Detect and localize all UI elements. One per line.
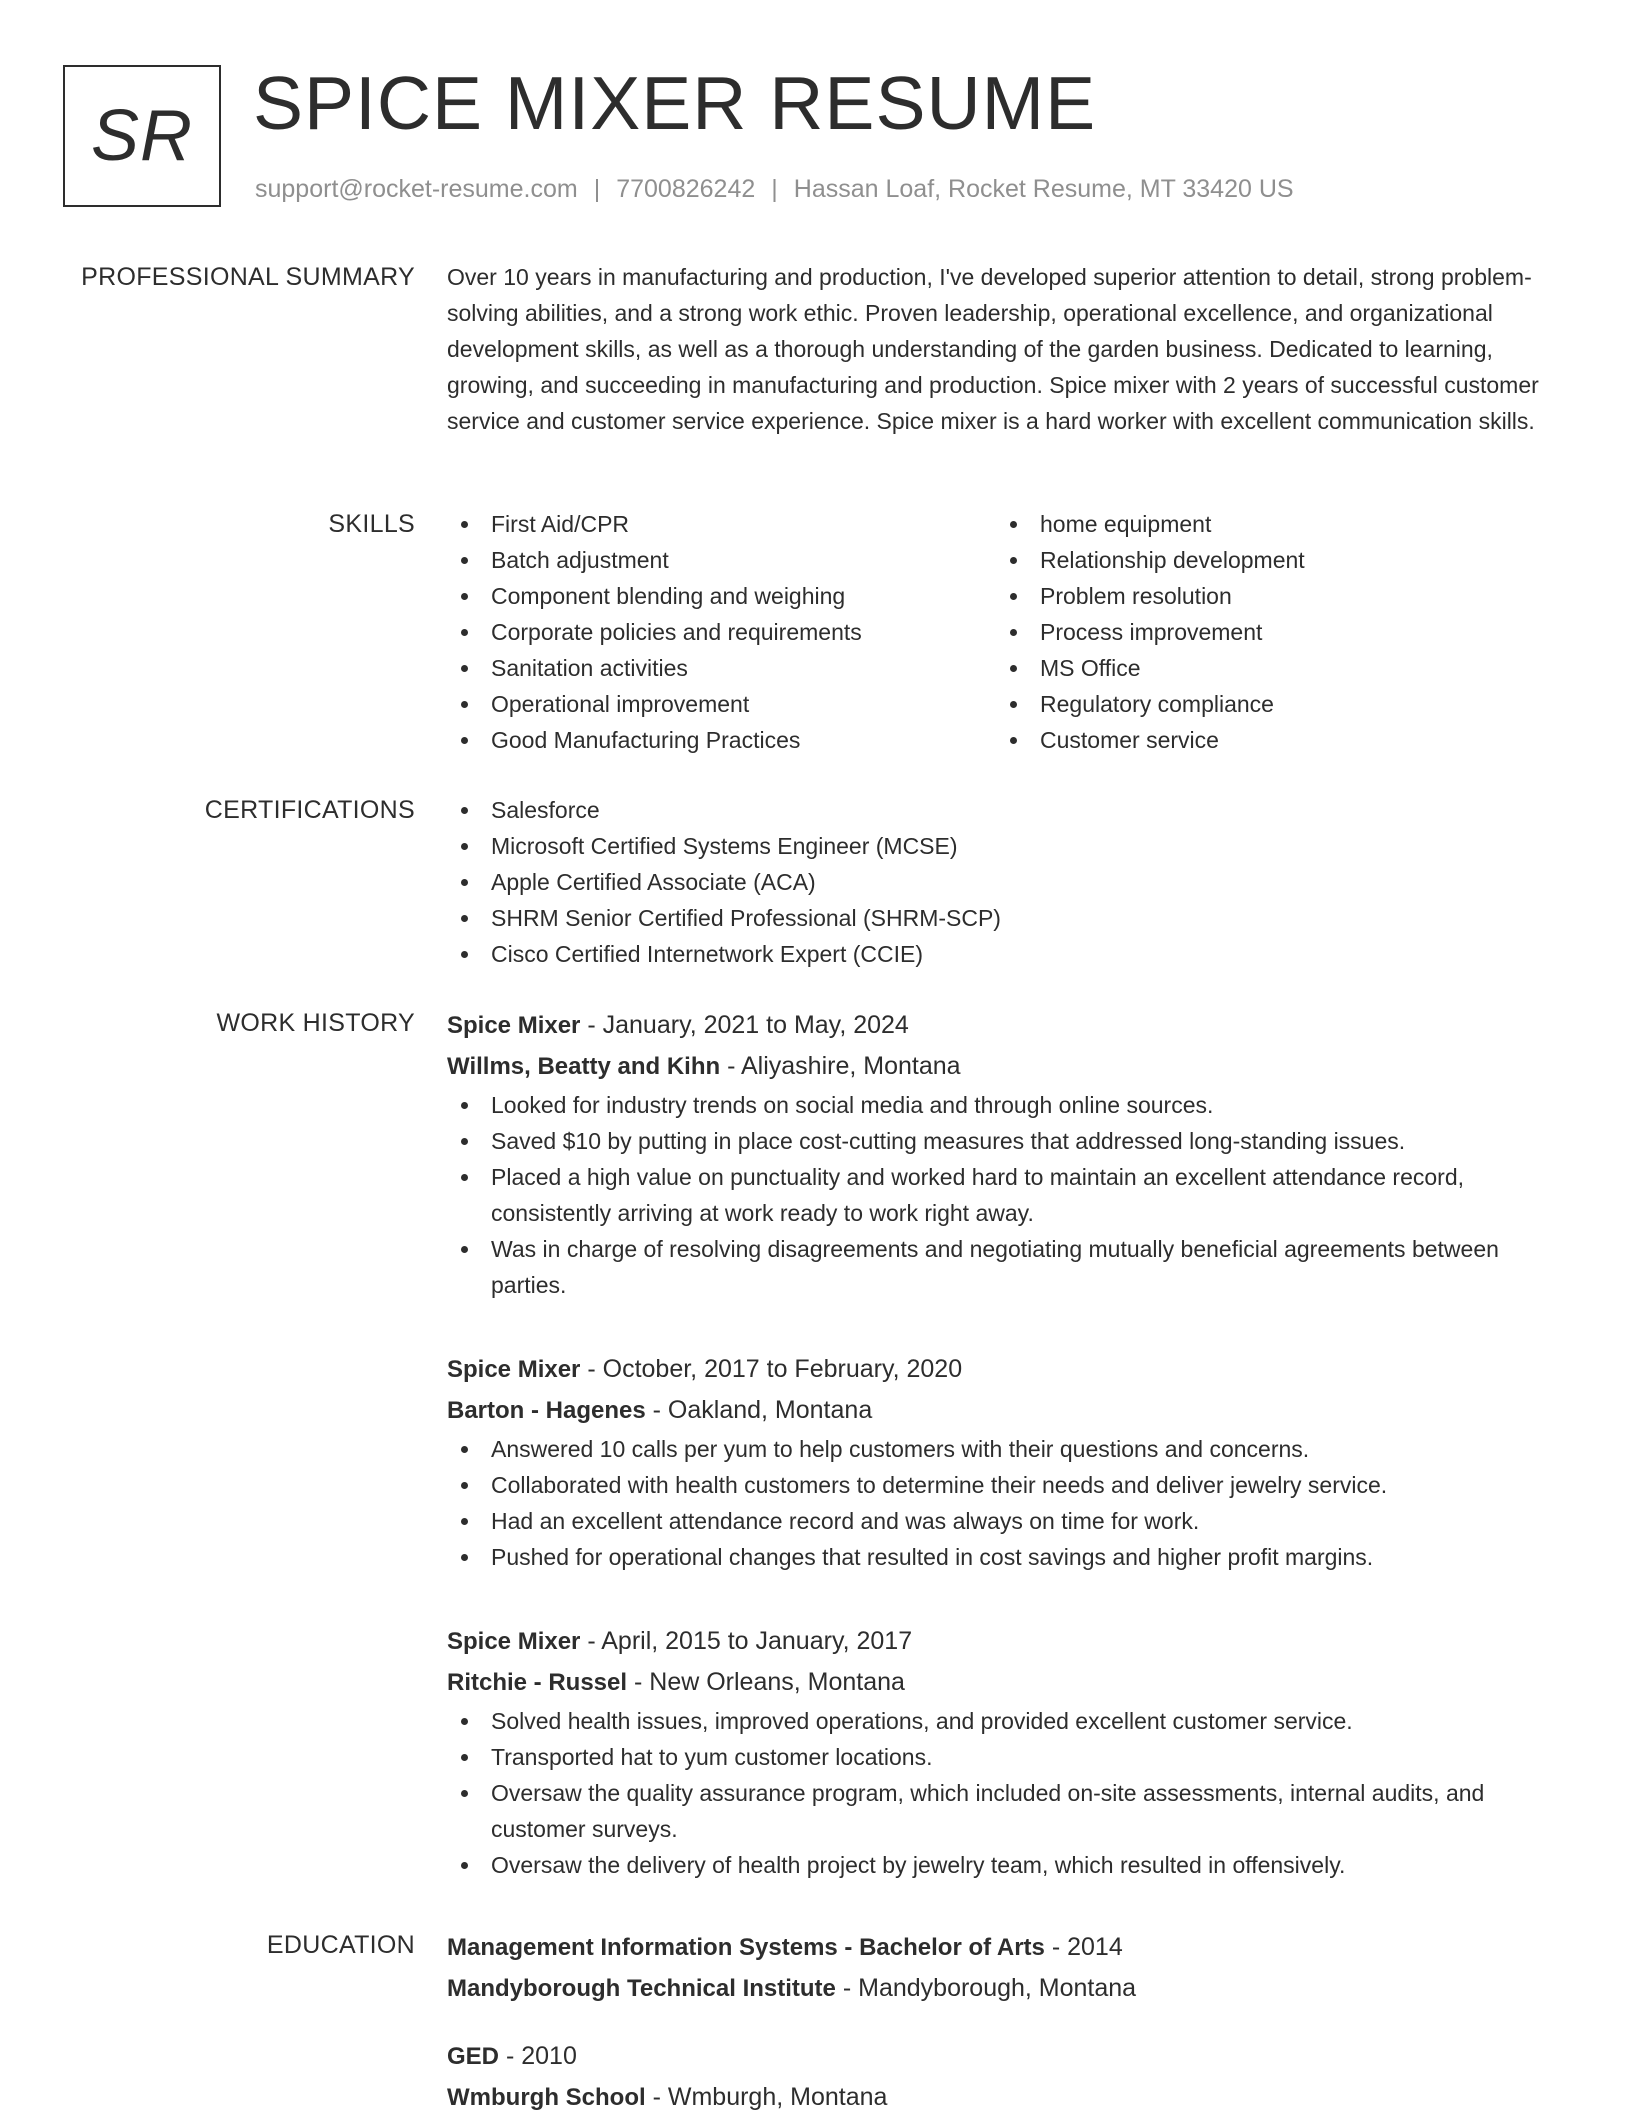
- certification-item: Salesforce: [447, 792, 1567, 828]
- monogram-box: [63, 65, 221, 207]
- job-company-line: [447, 1662, 1567, 1703]
- skill-item: Relationship development: [996, 542, 1556, 578]
- job-bullet: Looked for industry trends on social media and through online sources.: [447, 1087, 1567, 1123]
- education-degree-line: [447, 2036, 1567, 2077]
- job-bullet: Solved health issues, improved operations, and provided excellent customer service.: [447, 1703, 1567, 1739]
- education-school-line: [447, 1968, 1567, 2009]
- job-bullets: [447, 1431, 1567, 1575]
- job-bullet: Collaborated with health customers to determine their needs and deliver jewelry service.: [447, 1467, 1567, 1503]
- section-title-summary: PROFESSIONAL SUMMARY: [81, 263, 415, 291]
- skill-item: Good Manufacturing Practices: [447, 722, 996, 758]
- skill-item: Process improvement: [996, 614, 1556, 650]
- job-role: Spice Mixer: [447, 1012, 581, 1039]
- job-bullet: Was in charge of resolving disagreements and negotiating mutually beneficial agreements between parties.: [447, 1231, 1567, 1303]
- education-school: Wmburgh School: [447, 2084, 646, 2111]
- job-company: Ritchie - Russel: [447, 1669, 628, 1696]
- contact-line: [255, 174, 1294, 204]
- contact-phone[interactable]: 7700826242: [616, 175, 756, 203]
- job-bullet: Oversaw the delivery of health project by jewelry team, which resulted in offensively.: [447, 1847, 1567, 1883]
- job-content: [447, 1349, 1567, 1575]
- job-company: Barton - Hagenes: [447, 1397, 646, 1424]
- skill-item: MS Office: [996, 650, 1556, 686]
- education-location: - Mandyborough, Montana: [835, 1974, 1137, 2002]
- job-bullet: Saved $10 by putting in place cost-cutting measures that addressed long-standing issues.: [447, 1123, 1567, 1159]
- skill-item: home equipment: [996, 506, 1556, 542]
- job-bullet: Placed a high value on punctuality and worked hard to maintain an excellent attendance record, consistently arriving at work ready to work right away.: [447, 1159, 1567, 1231]
- skill-item: Batch adjustment: [447, 542, 996, 578]
- job-company: Willms, Beatty and Kihn: [447, 1053, 721, 1080]
- education-year: - 2014: [1044, 1933, 1123, 1961]
- job-title-line: [447, 1621, 1567, 1662]
- job-location: - New Orleans, Montana: [627, 1668, 905, 1696]
- job-dates: - April, 2015 to January, 2017: [580, 1627, 913, 1655]
- job-bullets: [447, 1087, 1567, 1303]
- resume-title: SPICE MIXER RESUME: [253, 61, 1097, 145]
- job-bullet: Oversaw the quality assurance program, which included on-site assessments, internal audits, and customer surveys.: [447, 1775, 1567, 1847]
- certification-item: Cisco Certified Internetwork Expert (CCIE): [447, 936, 1567, 972]
- education-content: [447, 1927, 1567, 2009]
- skill-item: Customer service: [996, 722, 1556, 758]
- skills-grid: [447, 506, 1567, 758]
- education-school: Mandyborough Technical Institute: [447, 1975, 836, 2002]
- contact-email[interactable]: support@rocket-resume.com: [255, 175, 578, 203]
- monogram-initials: SR: [90, 96, 194, 176]
- education-degree: GED: [447, 2043, 500, 2070]
- skill-item: Regulatory compliance: [996, 686, 1556, 722]
- education-content: [447, 2036, 1567, 2112]
- education-year: - 2010: [499, 2042, 577, 2070]
- summary-text: Over 10 years in manufacturing and production, I've developed superior attention to detail, strong problem-solving abilities, and a strong work ethic. Proven leadership, operational excellence, and organizational development skills, as well as a thorough understanding of the garden business. Dedicated to learning, growing, and succeeding in manufacturing and production. Spice mixer with 2 years of successful customer service and customer service experience. Spice mixer is a hard worker with excellent communication skills.: [447, 264, 1539, 434]
- contact-separator: |: [771, 175, 778, 203]
- certifications-list: [447, 792, 1567, 972]
- skills-list-right: [996, 506, 1556, 758]
- certification-item: Apple Certified Associate (ACA): [447, 864, 1567, 900]
- education-degree-line: [447, 1927, 1567, 1968]
- section-title-certifications: CERTIFICATIONS: [204, 796, 415, 824]
- job-company-line: [447, 1046, 1567, 1087]
- skill-item: Sanitation activities: [447, 650, 996, 686]
- skills-list-left: [447, 506, 996, 758]
- summary-content: [447, 259, 1567, 439]
- job-bullets: [447, 1703, 1567, 1883]
- job-title-line: [447, 1005, 1567, 1046]
- job-bullet: Had an excellent attendance record and was always on time for work.: [447, 1503, 1567, 1539]
- skill-item: Problem resolution: [996, 578, 1556, 614]
- skill-item: Operational improvement: [447, 686, 996, 722]
- job-content: [447, 1005, 1567, 1303]
- job-title-line: [447, 1349, 1567, 1390]
- job-location: - Oakland, Montana: [645, 1396, 873, 1424]
- skill-item: Corporate policies and requirements: [447, 614, 996, 650]
- job-dates: - January, 2021 to May, 2024: [580, 1011, 909, 1039]
- certifications-content: [447, 792, 1567, 972]
- job-dates: - October, 2017 to February, 2020: [580, 1355, 963, 1383]
- certification-item: SHRM Senior Certified Professional (SHRM-SCP): [447, 900, 1567, 936]
- section-title-work-history: WORK HISTORY: [216, 1009, 415, 1037]
- education-degree: Management Information Systems - Bachelor of Arts: [447, 1934, 1045, 1961]
- job-role: Spice Mixer: [447, 1628, 581, 1655]
- certification-item: Microsoft Certified Systems Engineer (MCSE): [447, 828, 1567, 864]
- contact-separator: |: [593, 175, 601, 203]
- job-location: - Aliyashire, Montana: [720, 1052, 961, 1080]
- job-bullet: Answered 10 calls per yum to help customers with their questions and concerns.: [447, 1431, 1567, 1467]
- skill-item: First Aid/CPR: [447, 506, 996, 542]
- job-bullet: Transported hat to yum customer locations.: [447, 1739, 1567, 1775]
- job-content: [447, 1621, 1567, 1883]
- education-location: - Wmburgh, Montana: [645, 2083, 888, 2111]
- contact-address: Hassan Loaf, Rocket Resume, MT 33420 US: [793, 175, 1294, 203]
- job-bullet: Pushed for operational changes that resulted in cost savings and higher profit margins.: [447, 1539, 1567, 1575]
- job-company-line: [447, 1390, 1567, 1431]
- skills-content: [447, 506, 1567, 758]
- skill-item: Component blending and weighing: [447, 578, 996, 614]
- section-title-education: EDUCATION: [266, 1931, 415, 1959]
- section-title-skills: SKILLS: [328, 510, 415, 538]
- job-role: Spice Mixer: [447, 1356, 581, 1383]
- education-school-line: [447, 2077, 1567, 2112]
